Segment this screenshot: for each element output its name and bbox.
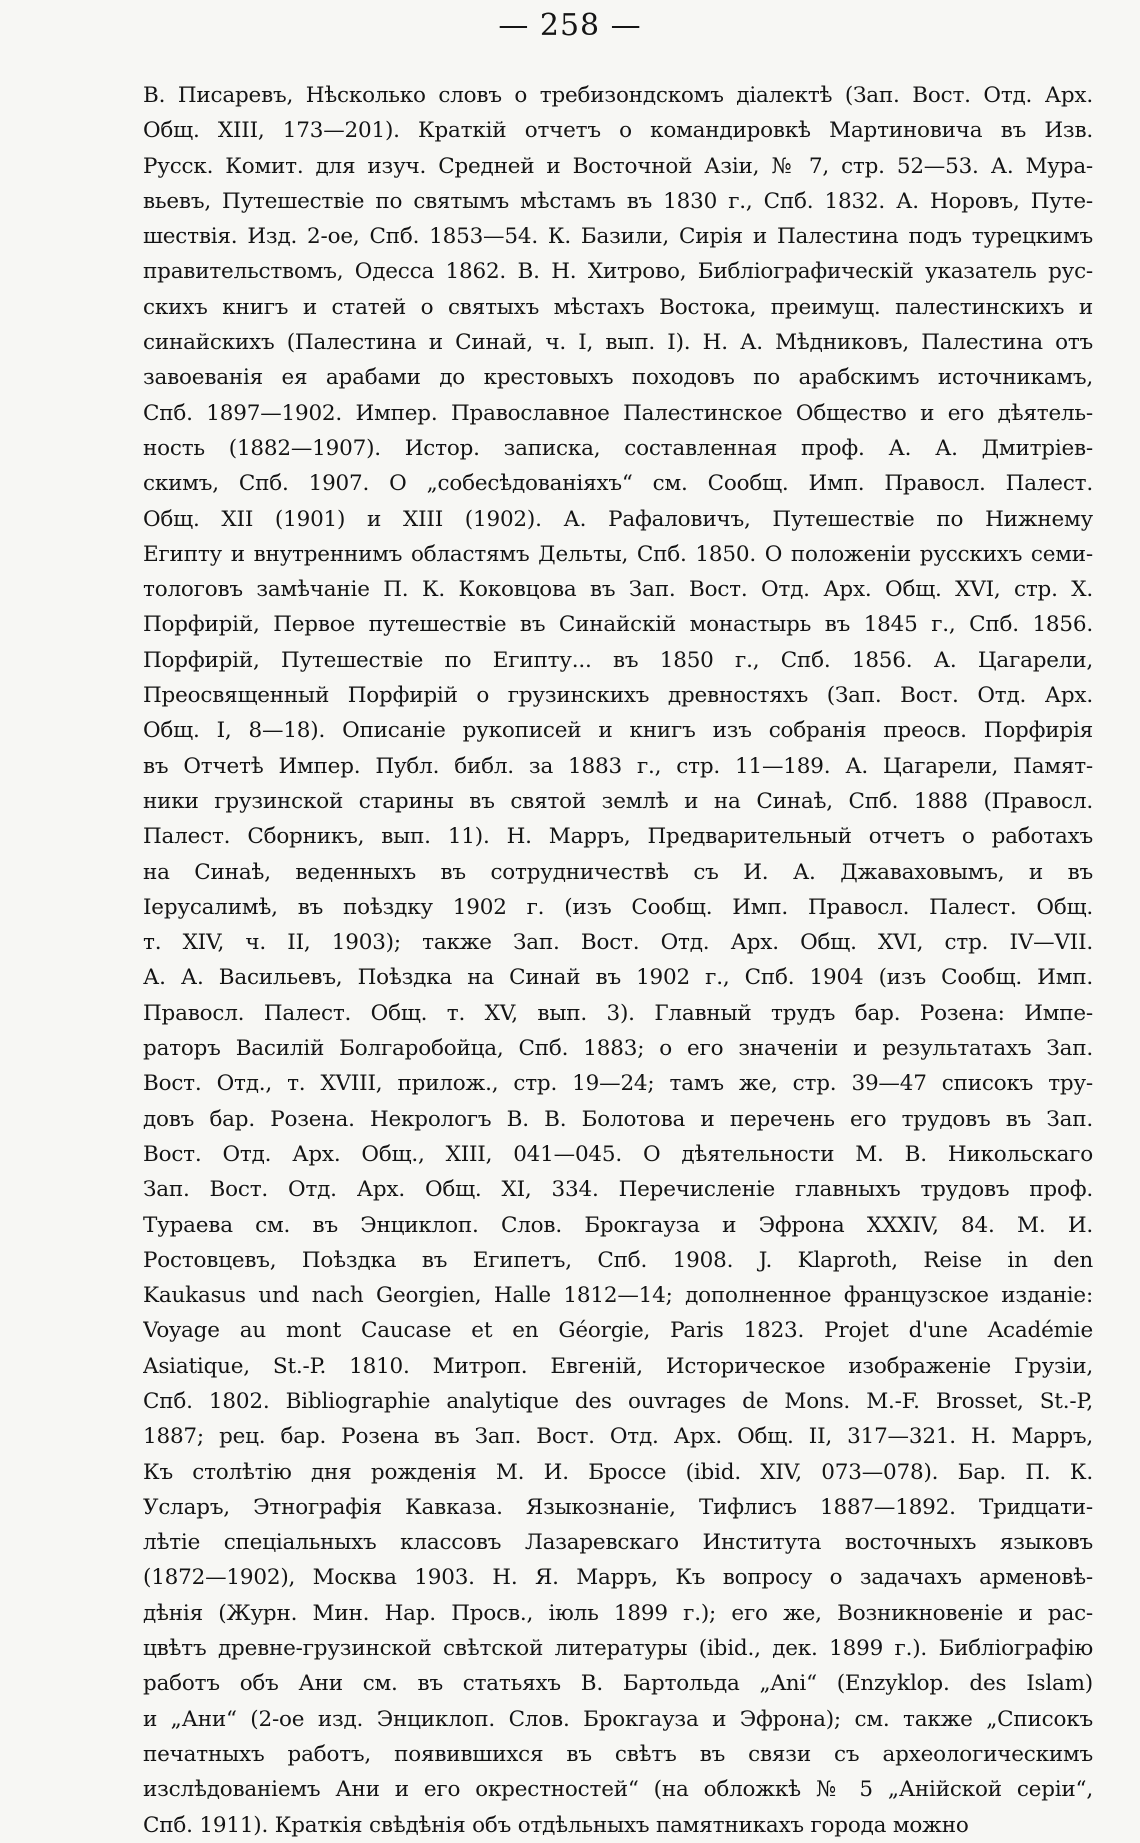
text-line: довъ бар. Розена. Некрологъ В. В. Болотова и перечень его трудовъ въ Зап. [143,1106,1093,1132]
text-line: завоеванія ея арабами до крестовыхъ походовъ по арабскимъ источникамъ, [143,365,1093,391]
body-text [143,78,1093,1843]
text-line: шествія. Изд. 2-ое, Спб. 1853—54. К. Базили, Сирія и Палестина подъ турецкимъ [143,224,1093,250]
text-line: Voyage au mont Caucase et en Géorgie, Paris 1823. Projet d'une Académie [143,1318,1093,1344]
text-line: работъ объ Ани см. въ статьяхъ В. Бартольда „Ani“ (Enzyklop. des Islam) [143,1671,1093,1697]
text-line: (1872—1902), Москва 1903. Н. Я. Марръ, Къ вопросу о задачахъ арменовѣ- [143,1565,1093,1591]
text-line: Вост. Отд. Арх. Общ., XIII, 041—045. О дѣятельности М. В. Никольскаго [143,1141,1093,1167]
text-line: скимъ, Спб. 1907. О „собесѣдованіяхъ“ см. Сообщ. Имп. Правосл. Палест. [143,471,1093,497]
text-line: Къ столѣтію дня рожденія М. И. Броссе (ibid. XIV, 073—078). Бар. П. К. [143,1459,1093,1485]
text-line: Asiatique, St.-P. 1810. Митроп. Евгеній, Историческое изображеніе Грузіи, [143,1353,1093,1379]
text-line: Зап. Вост. Отд. Арх. Общ. XI, 334. Перечисленіе главныхъ трудовъ проф. [143,1177,1093,1203]
text-line: дѣнія (Журн. Мин. Нар. Просв., іюль 1899 г.); его же, Возникновеніе и рас- [143,1600,1093,1626]
text-line: въ Отчетѣ Импер. Публ. библ. за 1883 г., стр. 11—189. А. Цагарели, Памят- [143,753,1093,779]
text-line: В. Писаревъ, Нѣсколько словъ о требизондскомъ діалектѣ (Зап. Вост. Отд. Арх. [143,83,1093,108]
page-number: — 258 — [498,8,642,43]
text-line: Египту и внутреннимъ областямъ Дельты, Спб. 1850. О положеніи русскихъ семи- [143,541,1093,567]
text-line: лѣтіе спеціальныхъ классовъ Лазаревскаго Института восточныхъ языковъ [143,1530,1093,1556]
text-line: Іерусалимѣ, въ поѣздку 1902 г. (изъ Сообщ. Имп. Правосл. Палест. Общ. [143,894,1093,920]
text-line: ность (1882—1907). Истор. записка, составленная проф. А. А. Дмитріев- [143,435,1093,461]
text-line: синайскихъ (Палестина и Синай, ч. I, вып. I). Н. А. Мѣдниковъ, Палестина отъ [143,330,1093,356]
text-line: вьевъ, Путешествіе по святымъ мѣстамъ въ 1830 г., Спб. 1832. А. Норовъ, Путе- [143,188,1093,214]
text-line: правительствомъ, Одесса 1862. В. Н. Хитрово, Библіографическій указатель рус- [143,259,1093,285]
text-line: печатныхъ работъ, появившихся въ свѣтъ въ связи съ археологическимъ [143,1741,1093,1767]
text-line: т. XIV, ч. II, 1903); также Зап. Вост. Отд. Арх. Общ. XVI, стр. IV—VII. [143,930,1093,956]
text-line: Общ. I, 8—18). Описаніе рукописей и книгъ изъ собранія преосв. Порфирія [143,718,1093,744]
text-line: Усларъ, Этнографія Кавказа. Языкознаніе, Тифлисъ 1887—1892. Тридцати- [143,1494,1093,1520]
text-line: Палест. Сборникъ, вып. 11). Н. Марръ, Предварительный отчетъ о работахъ [143,824,1093,850]
text-line: и „Ани“ (2-ое изд. Энциклоп. Слов. Брокгауза и Эфрона); см. также „Списокъ [143,1706,1093,1732]
text-line: Русск. Комит. для изуч. Средней и Восточной Азіи, № 7, стр. 52—53. А. Мура- [143,153,1093,179]
text-line: Спб. 1802. Bibliographie analytique des ouvrages de Mons. M.-F. Brosset, St.-P, [143,1388,1093,1414]
text-line: Тураева см. въ Энциклоп. Слов. Брокгауза и Эфрона XXXIV, 84. М. И. [143,1212,1093,1238]
text-line: изслѣдованіемъ Ани и его окрестностей“ (на обложкѣ № 5 „Анійской серіи“, [143,1777,1093,1803]
text-line: А. А. Васильевъ, Поѣздка на Синай въ 1902 г., Спб. 1904 (изъ Сообщ. Имп. [143,965,1093,991]
text-line: Ростовцевъ, Поѣздка въ Египетъ, Спб. 1908. J. Klaproth, Reise in den [143,1247,1093,1273]
text-line: Порфирій, Путешествіе по Египту... въ 1850 г., Спб. 1856. А. Цагарели, [143,647,1093,673]
text-line: скихъ книгъ и статей о святыхъ мѣстахъ Востока, преимущ. палестинскихъ и [143,294,1093,320]
text-line: Общ. XIII, 173—201). Краткій отчетъ о командировкѣ Мартиновича въ Изв. [143,118,1093,144]
text-line: Kaukasus und nach Georgien, Halle 1812—14; дополненное французское изданіе: [143,1283,1093,1309]
text-line: ники грузинской старины въ святой землѣ и на Синаѣ, Спб. 1888 (Правосл. [143,788,1093,814]
text-line: Преосвященный Порфирій о грузинскихъ древностяхъ (Зап. Вост. Отд. Арх. [143,683,1093,709]
text-line: Общ. XII (1901) и XIII (1902). А. Рафаловичъ, Путешествіе по Нижнему [143,506,1093,532]
text-line: Спб. 1897—1902. Импер. Православное Палестинское Общество и его дѣятель- [143,400,1093,426]
text-line: 1887; рец. бар. Розена въ Зап. Вост. Отд. Арх. Общ. II, 317—321. Н. Марръ, [143,1424,1093,1450]
text-line: Правосл. Палест. Общ. т. XV, вып. 3). Главный трудъ бар. Розена: Импе- [143,1000,1093,1026]
text-line: Порфирій, Первое путешествіе въ Синайскій монастырь въ 1845 г., Спб. 1856. [143,612,1093,638]
text-line: Спб. 1911). Краткія свѣдѣнія объ отдѣльныхъ памятникахъ города можно [143,1812,969,1838]
text-line: тологовъ замѣчаніе П. К. Коковцова въ Зап. Вост. Отд. Арх. Общ. XVI, стр. X. [143,577,1093,603]
text-line: на Синаѣ, веденныхъ въ сотрудничествѣ съ И. А. Джаваховымъ, и въ [143,859,1093,885]
text-line: Вост. Отд., т. XVIII, прилож., стр. 19—24; тамъ же, стр. 39—47 списокъ тру- [143,1071,1093,1097]
text-line: цвѣтъ древне-грузинской свѣтской литературы (ibid., дек. 1899 г.). Библіографію [143,1636,1093,1662]
text-line: раторъ Василій Болгаробойца, Спб. 1883; о его значеніи и результатахъ Зап. [143,1036,1093,1062]
